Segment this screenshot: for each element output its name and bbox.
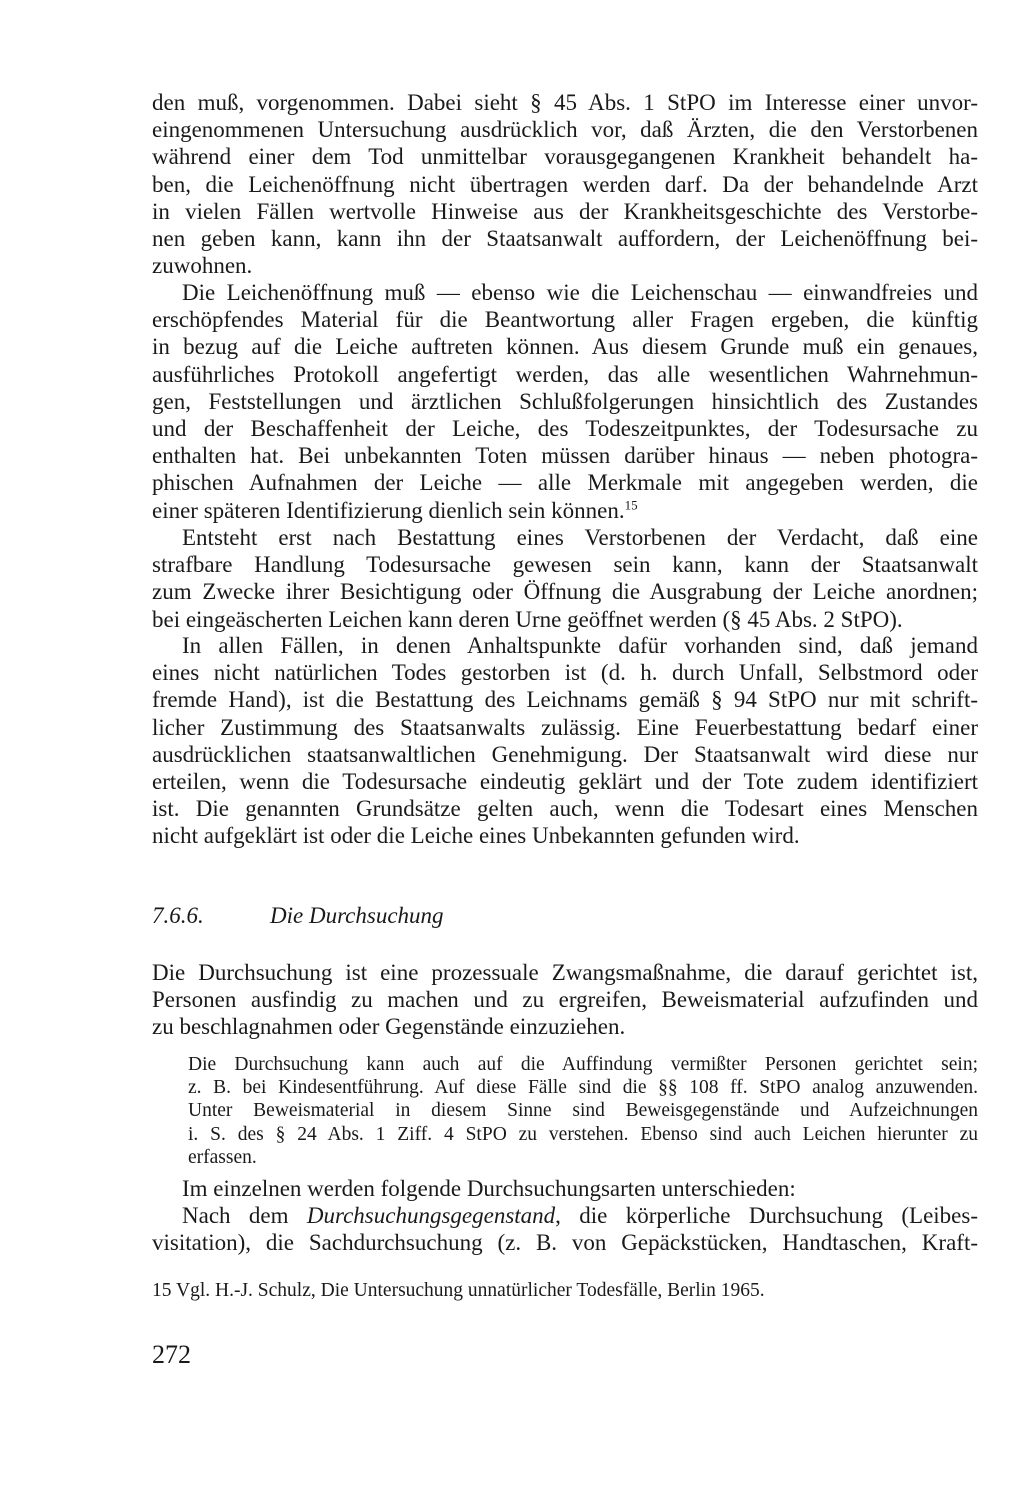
text-line: enthalten hat. Bei unbekannten Toten müssen darüber hinaus — neben photogra- bbox=[152, 443, 978, 469]
text-line: phischen Aufnahmen der Leiche — alle Merkmale mit angegeben werden, die bbox=[152, 470, 978, 496]
text-line: gen, Feststellungen und ärztlichen Schlußfolgerungen hinsichtlich des Zustandes bbox=[152, 388, 978, 414]
text-line: fremde Hand), ist die Bestattung des Leichnams gemäß § 94 StPO nur mit schrift- bbox=[152, 687, 978, 713]
text-line: Entsteht erst nach Bestattung eines Verstorbenen der Verdacht, daß eine bbox=[182, 525, 978, 550]
text-line: Personen ausfindig zu machen und zu ergreifen, Beweismaterial aufzufinden und bbox=[152, 987, 978, 1013]
text-fragment: , die körperliche Durchsuchung (Leibes- bbox=[555, 1203, 978, 1228]
text-line: zu beschlagnahmen oder Gegenstände einzuziehen. bbox=[152, 1014, 626, 1040]
text-line: ben, die Leichenöffnung nicht übertragen werden darf. Da der behandelnde Arzt bbox=[152, 171, 978, 197]
text-line: Die Durchsuchung ist eine prozessuale Zwangsmaßnahme, die darauf gerichtet ist, bbox=[152, 960, 978, 985]
paragraph-4 bbox=[152, 632, 978, 850]
text-line: ausdrücklichen staatsanwaltlichen Genehmigung. Der Staatsanwalt wird diese nur bbox=[152, 741, 978, 767]
text-line: Die Leichenöffnung muß — ebenso wie die Leichenschau — einwandfreies und bbox=[182, 280, 978, 305]
text-line: in vielen Fällen wertvolle Hinweise aus der Krankheitsgeschichte des Verstorbe- bbox=[152, 198, 978, 224]
text-line: Im einzelnen werden folgende Durchsuchungsarten unterschieden: bbox=[182, 1176, 796, 1201]
text-fragment: Nach dem bbox=[182, 1203, 307, 1228]
note-line: Die Durchsuchung kann auch auf die Auffindung vermißter Personen gerichtet sein; bbox=[188, 1054, 978, 1075]
text-line: zuwohnen. bbox=[152, 253, 253, 279]
section-heading bbox=[152, 903, 444, 929]
paragraph-7 bbox=[152, 1202, 978, 1256]
text-line: erteilen, wenn die Todesursache eindeutig geklärt und der Tote zudem identifiziert bbox=[152, 769, 978, 795]
text-line: bei eingeäscherten Leichen kann deren Urne geöffnet werden (§ 45 Abs. 2 StPO). bbox=[152, 606, 903, 632]
text-fragment: einer späteren Identifizierung dienlich sein können. bbox=[152, 497, 625, 523]
text-line: ausführliches Protokoll angefertigt werden, das alle wesentlichen Wahrnehmun- bbox=[152, 361, 978, 387]
text-line bbox=[152, 1202, 978, 1229]
text-line: den muß, vorgenommen. Dabei sieht § 45 Abs. 1 StPO im Interesse einer unvor- bbox=[152, 90, 978, 115]
text-line: ist. Die genannten Grundsätze gelten auch, wenn die Todesart eines Menschen bbox=[152, 796, 978, 822]
note-line: i. S. des § 24 Abs. 1 Ziff. 4 StPO zu verstehen. Ebenso sind auch Leichen hierunter zu bbox=[188, 1123, 978, 1145]
note-line: z. B. bei Kindesentführung. Auf diese Fälle sind die §§ 108 ff. StPO analog anzuwenden. bbox=[188, 1077, 978, 1099]
page-number: 272 bbox=[152, 1340, 191, 1369]
text-line: In allen Fällen, in denen Anhaltspunkte dafür vorhanden sind, daß jemand bbox=[182, 633, 978, 658]
paragraph-5 bbox=[152, 959, 978, 1041]
paragraph-2 bbox=[152, 279, 978, 524]
section-title: Die Durchsuchung bbox=[270, 903, 444, 928]
section-number: 7.6.6. bbox=[152, 903, 204, 928]
text-line: strafbare Handlung Todesursache gewesen sein kann, kann der Staatsanwalt bbox=[152, 552, 978, 578]
note-block bbox=[188, 1053, 978, 1169]
text-line: zum Zwecke ihrer Besichtigung oder Öffnung die Ausgrabung der Leiche anordnen; bbox=[152, 579, 978, 605]
text-line: und der Beschaffenheit der Leiche, des Todeszeitpunktes, der Todesursache zu bbox=[152, 416, 978, 442]
text-line: eines nicht natürlichen Todes gestorben ist (d. h. durch Unfall, Selbstmord oder bbox=[152, 660, 978, 686]
text-line: während einer dem Tod unmittelbar vorausgegangenen Krankheit behandelt ha- bbox=[152, 144, 978, 170]
text-line: visitation), die Sachdurchsuchung (z. B. von Gepäckstücken, Handtaschen, Kraft- bbox=[152, 1230, 978, 1256]
text-line: licher Zustimmung des Staatsanwalts zulässig. Eine Feuerbestattung bedarf einer bbox=[152, 714, 978, 740]
text-line: nen geben kann, kann ihn der Staatsanwalt auffordern, der Leichenöffnung bei- bbox=[152, 226, 978, 252]
text-line: eingenommenen Untersuchung ausdrücklich vor, daß Ärzten, die den Verstorbenen bbox=[152, 117, 978, 143]
note-line: Unter Beweismaterial in diesem Sinne sind Beweisgegenstände und Aufzeichnungen bbox=[188, 1100, 978, 1122]
text-line: in bezug auf die Leiche auftreten können. Aus diesem Grunde muß ein genaues, bbox=[152, 334, 978, 360]
note-line: erfassen. bbox=[188, 1146, 257, 1168]
paragraph-1 bbox=[152, 89, 978, 279]
text-line bbox=[152, 497, 978, 524]
text-line: nicht aufgeklärt ist oder die Leiche eines Unbekannten gefunden wird. bbox=[152, 823, 800, 849]
text-line: erschöpfendes Material für die Beantwortung aller Fragen ergeben, die künftig bbox=[152, 307, 978, 333]
paragraph-3 bbox=[152, 524, 978, 633]
footnote: 15 Vgl. H.-J. Schulz, Die Untersuchung unnatürlicher Todesfälle, Berlin 1965. bbox=[152, 1280, 765, 1301]
paragraph-6 bbox=[152, 1175, 978, 1202]
footnote-ref: 15 bbox=[624, 496, 638, 512]
emphasis-term: Durchsuchungsgegenstand bbox=[306, 1203, 556, 1228]
